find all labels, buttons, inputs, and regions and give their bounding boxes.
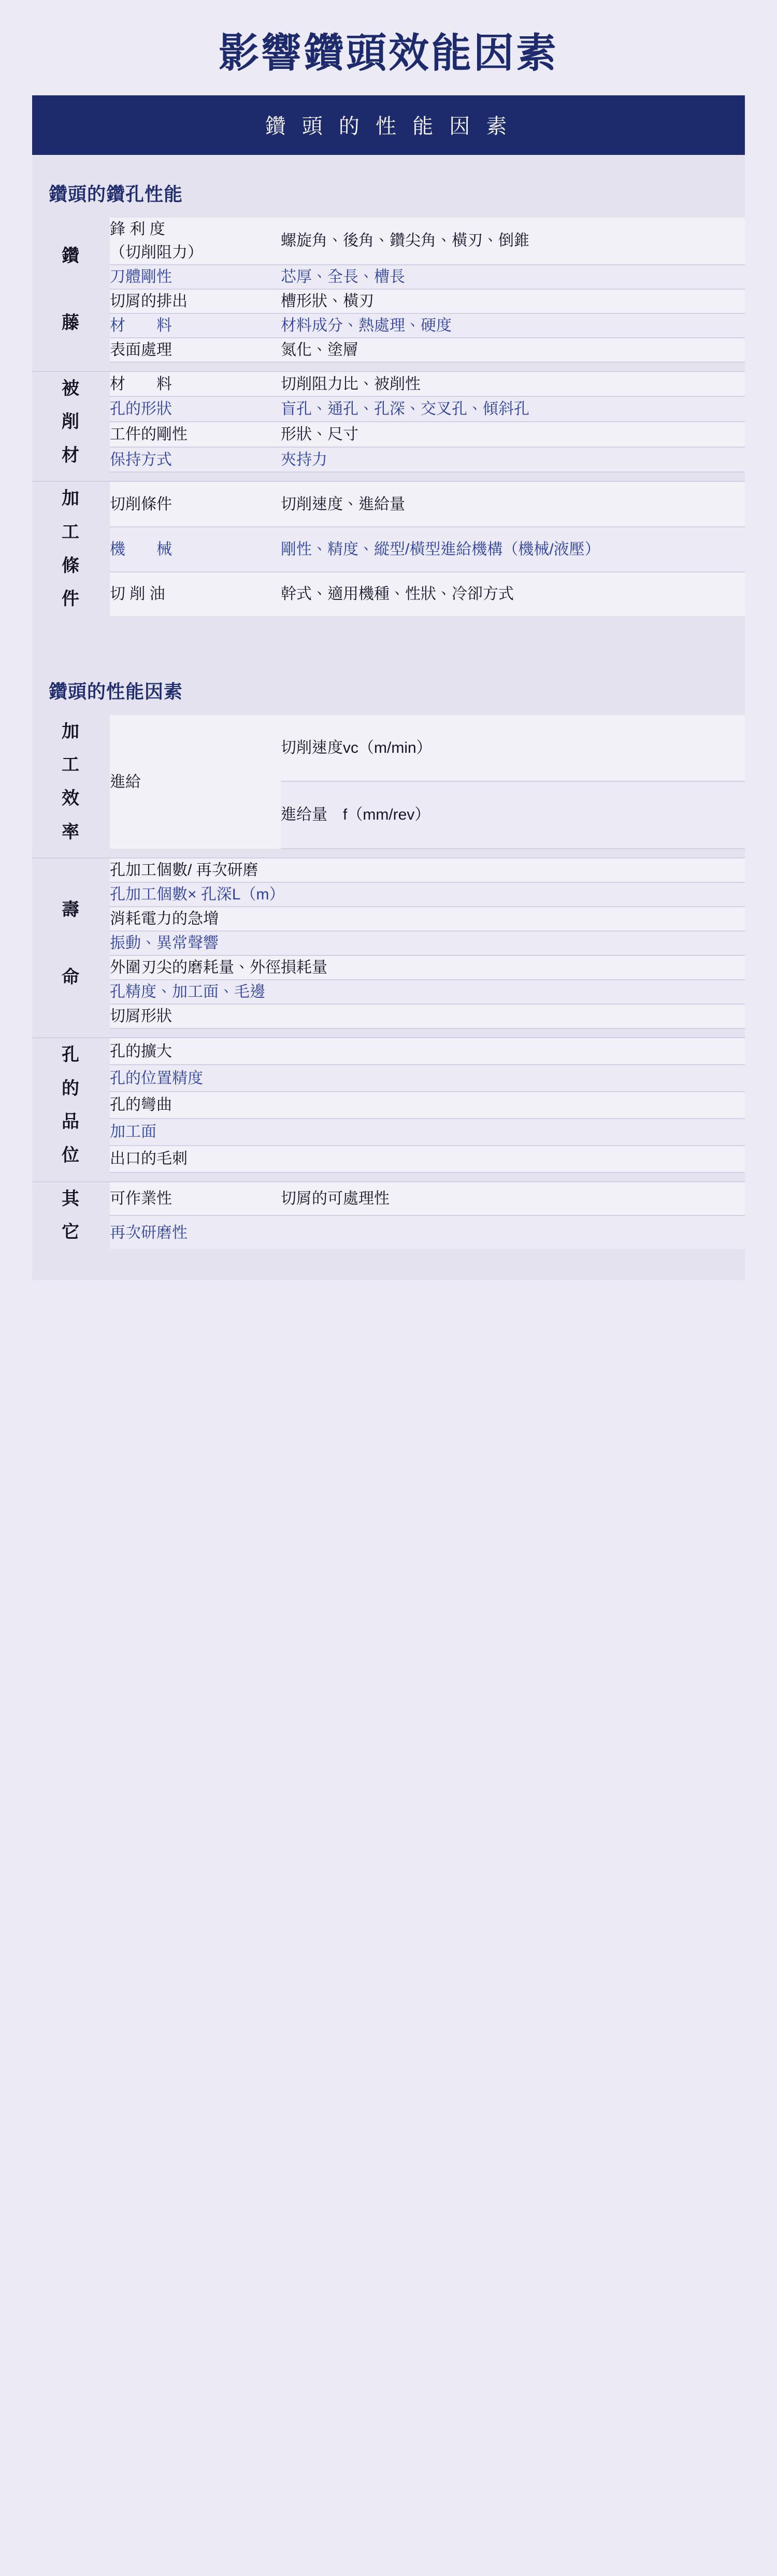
category-cell-machining-conditions: [32, 481, 110, 616]
factor-label: 材 料: [110, 313, 281, 338]
table-row: [32, 1004, 745, 1028]
factor-value: 氮化、塗層: [281, 338, 745, 362]
factor-value: 孔的位置精度: [110, 1065, 745, 1092]
table-row: [32, 1119, 745, 1146]
category-cell-others: [32, 1182, 110, 1249]
table-row: [32, 907, 745, 931]
category-char: 的: [62, 1078, 80, 1098]
page-title: 影響鑽頭效能因素: [218, 30, 558, 76]
table-row: [32, 858, 745, 882]
table-row: [32, 1215, 745, 1249]
category-char: 它: [62, 1222, 80, 1242]
table-performance-factors: [32, 715, 745, 1249]
table-row: [32, 1182, 745, 1216]
category-cell-workpiece: [32, 371, 110, 473]
factor-value: 孔的擴大: [110, 1038, 745, 1065]
category-char: 鑽: [62, 246, 80, 266]
content-panel: [32, 95, 745, 1280]
group-separator: [32, 1028, 745, 1038]
factor-value: 孔精度、加工面、毛邊: [110, 980, 745, 1004]
banner-heading: 鑽 頭 的 性 能 因 素: [32, 95, 745, 155]
category-char: 加: [62, 721, 80, 741]
table-row: [32, 396, 745, 422]
factor-value: 切屑的可處理性: [281, 1182, 745, 1216]
table-row: [32, 371, 745, 397]
factor-value: 孔的彎曲: [110, 1092, 745, 1119]
section-heading-drilling-performance: 鑽頭的鑽孔性能: [49, 183, 183, 205]
factor-value: 切削速度vc（m/min）: [281, 715, 745, 781]
factor-label: 可作業性: [110, 1182, 281, 1216]
category-char: 件: [62, 589, 80, 609]
factor-value: 幹式、適用機種、性狀、冷卻方式: [281, 572, 745, 616]
category-cell-drill: [32, 218, 110, 362]
category-cell-hole-quality: [32, 1038, 110, 1172]
table-row: [32, 265, 745, 289]
table-row: [32, 1092, 745, 1119]
table-row: [32, 980, 745, 1004]
factor-label: 切削條件: [110, 481, 281, 526]
table-row: [32, 931, 745, 955]
factor-label: 材 料: [110, 371, 281, 397]
table-row: [32, 882, 745, 907]
factor-value: 盲孔、通孔、孔深、交叉孔、傾斜孔: [281, 396, 745, 422]
factor-value: 孔加工個數× 孔深L（m）: [110, 882, 745, 907]
category-cell-life: [32, 858, 110, 1028]
factor-label: 機 械: [110, 527, 281, 572]
table-row: [32, 1146, 745, 1172]
category-char: 工: [62, 755, 80, 775]
factor-label: 鋒 利 度 （切削阻力）: [110, 218, 281, 265]
factor-label: 工件的剛性: [110, 422, 281, 447]
category-char: 藤: [62, 313, 80, 333]
table-row: [32, 1038, 745, 1065]
factor-value: 形狀、尺寸: [281, 422, 745, 447]
factor-value: 振動、異常聲響: [110, 931, 745, 955]
category-char: 孔: [62, 1045, 80, 1065]
table-row: [32, 527, 745, 572]
factor-value: 切屑形狀: [110, 1004, 745, 1028]
factor-value: 外圍刃尖的磨耗量、外徑損耗量: [110, 955, 745, 980]
factor-label: 保持方式: [110, 447, 281, 473]
category-char: 效: [62, 789, 80, 809]
category-cell-efficiency: [32, 715, 110, 849]
factor-label: 刀體剛性: [110, 265, 281, 289]
table-row: [32, 313, 745, 338]
factor-value: 螺旋角、後角、鑽尖角、橫刃、倒錐: [281, 218, 745, 265]
factor-label-feed: 進給: [110, 715, 281, 849]
category-char: 工: [62, 522, 80, 542]
factor-value: 槽形狀、橫刃: [281, 289, 745, 313]
factor-label: 切 削 油: [110, 572, 281, 616]
factor-value: 加工面: [110, 1119, 745, 1146]
table-row: [32, 1065, 745, 1092]
factor-value: 芯厚、全長、槽長: [281, 265, 745, 289]
category-char: 命: [62, 967, 80, 987]
category-char: 削: [62, 412, 80, 432]
factor-value: 切削速度、進給量: [281, 481, 745, 526]
factor-value: 進给量 f（mm/rev）: [281, 781, 745, 849]
factor-label: 孔的形狀: [110, 396, 281, 422]
factor-label: 切屑的排出: [110, 289, 281, 313]
factor-label: 再次研磨性: [110, 1215, 281, 1249]
category-char: 被: [62, 378, 80, 398]
table-row: [32, 955, 745, 980]
factor-value: 消耗電力的急增: [110, 907, 745, 931]
table-row: [32, 715, 745, 781]
category-char: 其: [62, 1189, 80, 1209]
category-char: 品: [62, 1112, 80, 1132]
group-separator: [32, 472, 745, 481]
section-spacer: [32, 616, 745, 652]
group-separator: [32, 849, 745, 858]
group-separator: [32, 1172, 745, 1182]
table-row: [32, 289, 745, 313]
table-row: [32, 572, 745, 616]
table-row: [32, 218, 745, 265]
factor-label: 表面處理: [110, 338, 281, 362]
factor-value: 夾持力: [281, 447, 745, 473]
category-char: 壽: [62, 900, 80, 920]
factor-value: 孔加工個數/ 再次研磨: [110, 858, 745, 882]
factor-value: [281, 1215, 745, 1249]
factor-value: 材料成分、熱處理、硬度: [281, 313, 745, 338]
table-drilling-performance: [32, 218, 745, 616]
section-heading-drill-performance-factors: 鑽頭的性能因素: [49, 680, 183, 702]
category-char: 加: [62, 489, 80, 509]
factor-value: 出口的毛刺: [110, 1146, 745, 1172]
category-char: 條: [62, 555, 80, 576]
table-row: [32, 481, 745, 526]
table-row: [32, 422, 745, 447]
category-char: 材: [62, 445, 80, 465]
group-separator: [32, 362, 745, 371]
factor-value: 剛性、精度、縱型/橫型進給機構（機械/液壓）: [281, 527, 745, 572]
table-row: [32, 338, 745, 362]
category-char: 率: [62, 822, 80, 842]
category-char: 位: [62, 1146, 80, 1165]
factor-value: 切削阻力比、被削性: [281, 371, 745, 397]
table-row: [32, 447, 745, 473]
